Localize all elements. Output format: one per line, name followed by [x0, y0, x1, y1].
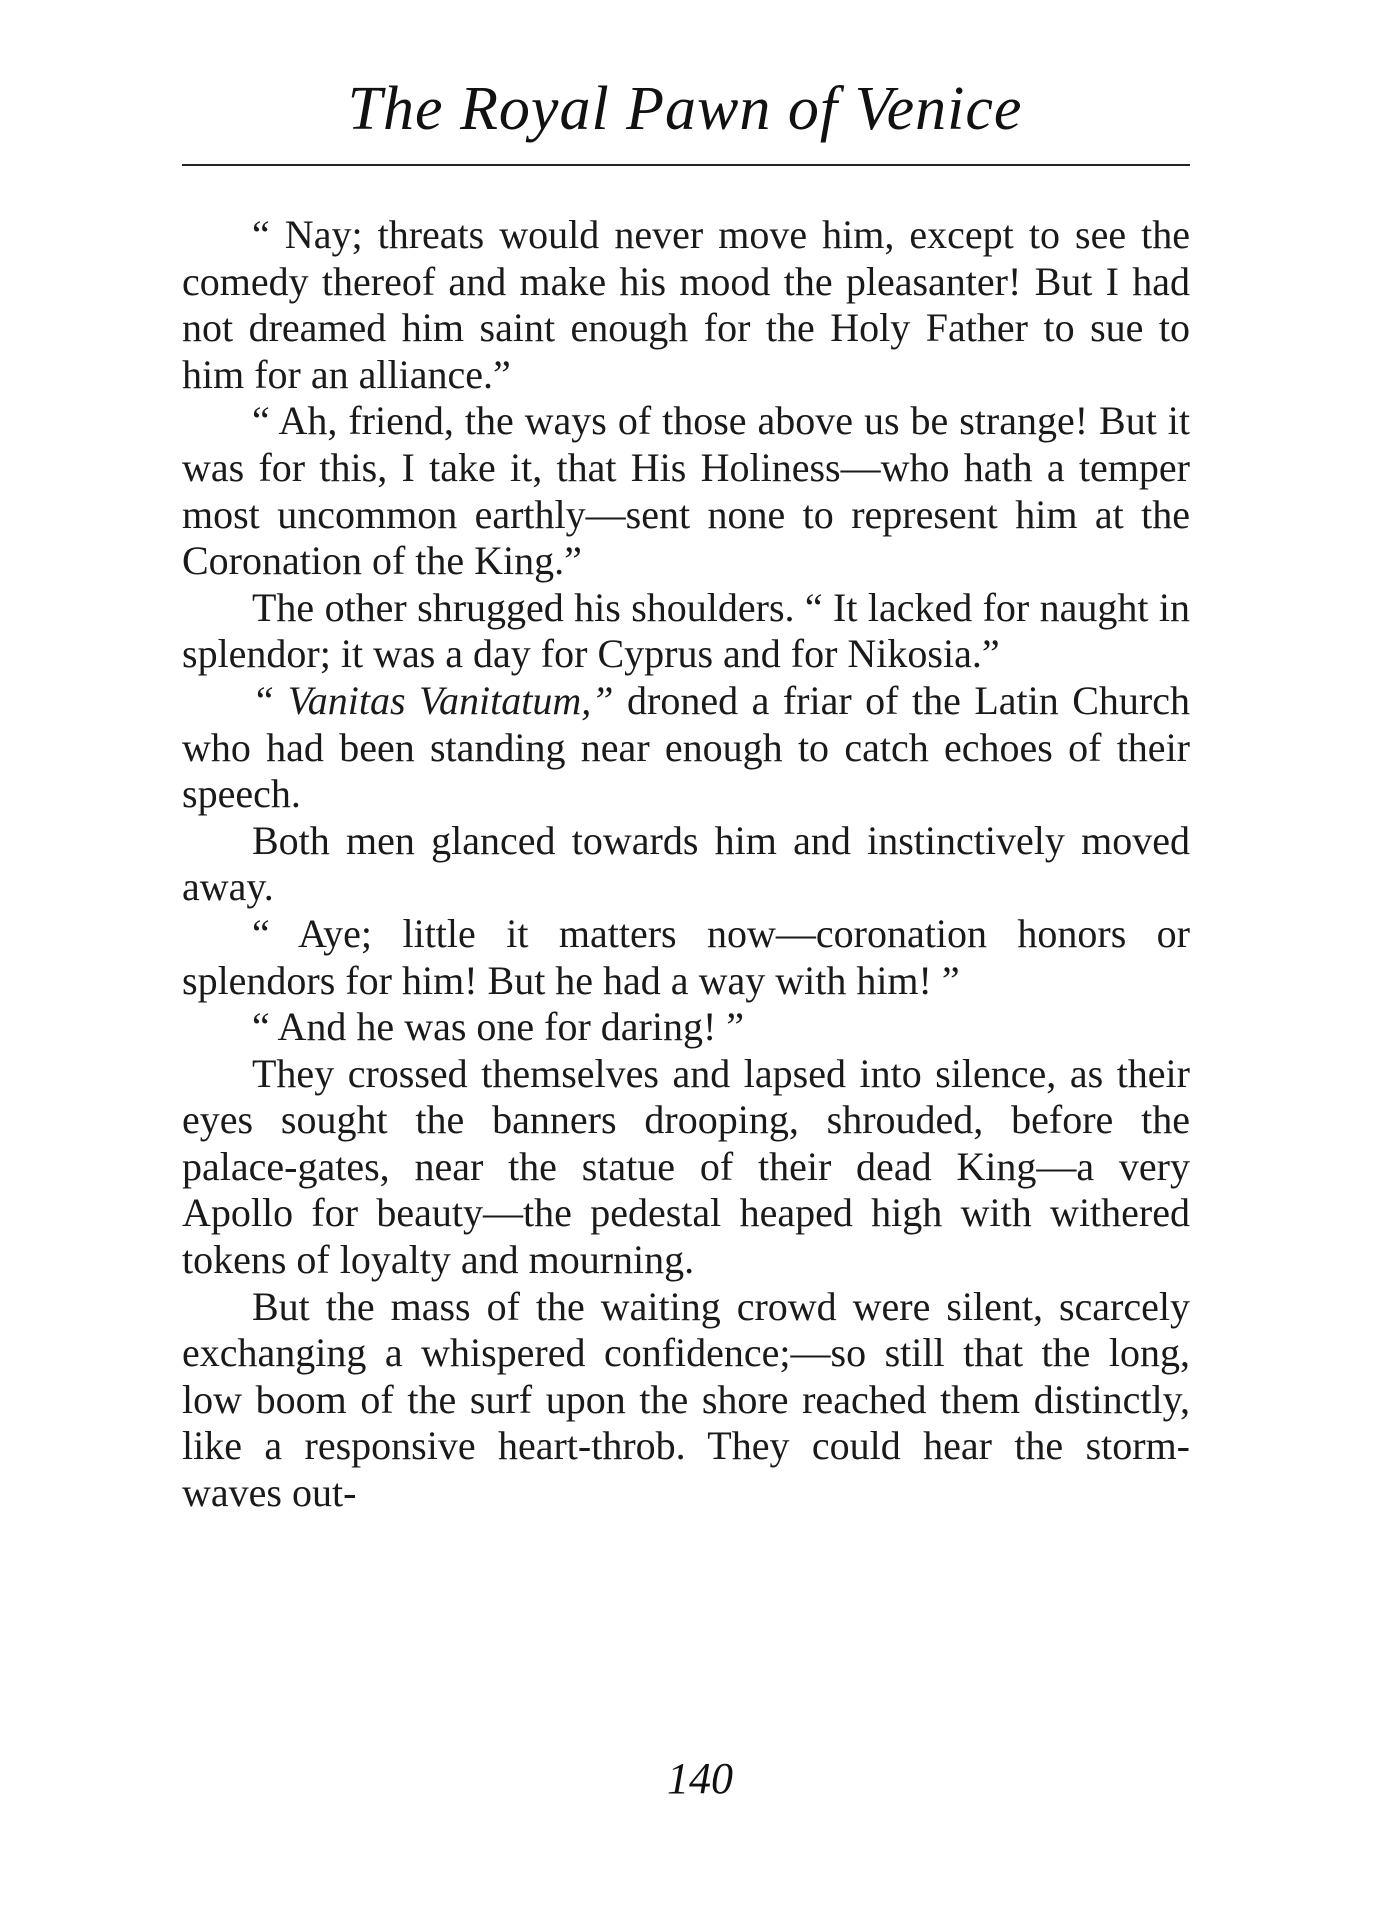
body-text	[182, 212, 1190, 1517]
paragraph: “ Nay; threats would never move him, except to see the comedy thereof and make his mood the pleasanter! But I had not dreamed him saint enough for the Holy Father to sue to him for an alliance.”	[182, 212, 1190, 397]
paragraph: “ Aye; little it matters now—coronation honors or splendors for him! But he had a way with him! ”	[182, 910, 1190, 1003]
paragraph: They crossed themselves and lapsed into silence, as their eyes sought the banners drooping, shrouded, before the palace-gates, near the statue of their dead King—a very Apollo for beauty—the pedestal heaped high with withered tokens of loyalty and mourning.	[182, 1050, 1190, 1283]
paragraph: Both men glanced towards him and instinctively moved away.	[182, 817, 1190, 910]
running-head: The Royal Pawn of Venice	[347, 75, 1023, 143]
header-rule	[182, 164, 1190, 166]
paragraph: But the mass of the waiting crowd were silent, scarcely exchanging a whispered confidence;—so still that the long, low boom of the surf upon the shore reached them distinctly, like a responsive heart-throb. They could hear the storm-waves out-	[182, 1283, 1190, 1516]
latin-quote: “ Vanitas Vanitatum,”	[252, 677, 614, 723]
paragraph: “ Ah, friend, the ways of those above us be strange! But it was for this, I take it, that His Holiness—who hath a temper most uncommon earthly—sent none to represent him at the Coronation of the King.”	[182, 398, 1190, 584]
paragraph: “ And he was one for daring! ”	[252, 1004, 745, 1050]
paragraph: The other shrugged his shoulders. “ It lacked for naught in splendor; it was a day for Cyprus and for Nikosia.”	[182, 584, 1190, 677]
page-number: 140	[667, 1754, 733, 1803]
paragraph-text: droned a friar of the Latin Church who had been standing near enough to catch echoes of their speech.	[182, 677, 1191, 817]
paragraph-vanitas	[182, 678, 1190, 818]
